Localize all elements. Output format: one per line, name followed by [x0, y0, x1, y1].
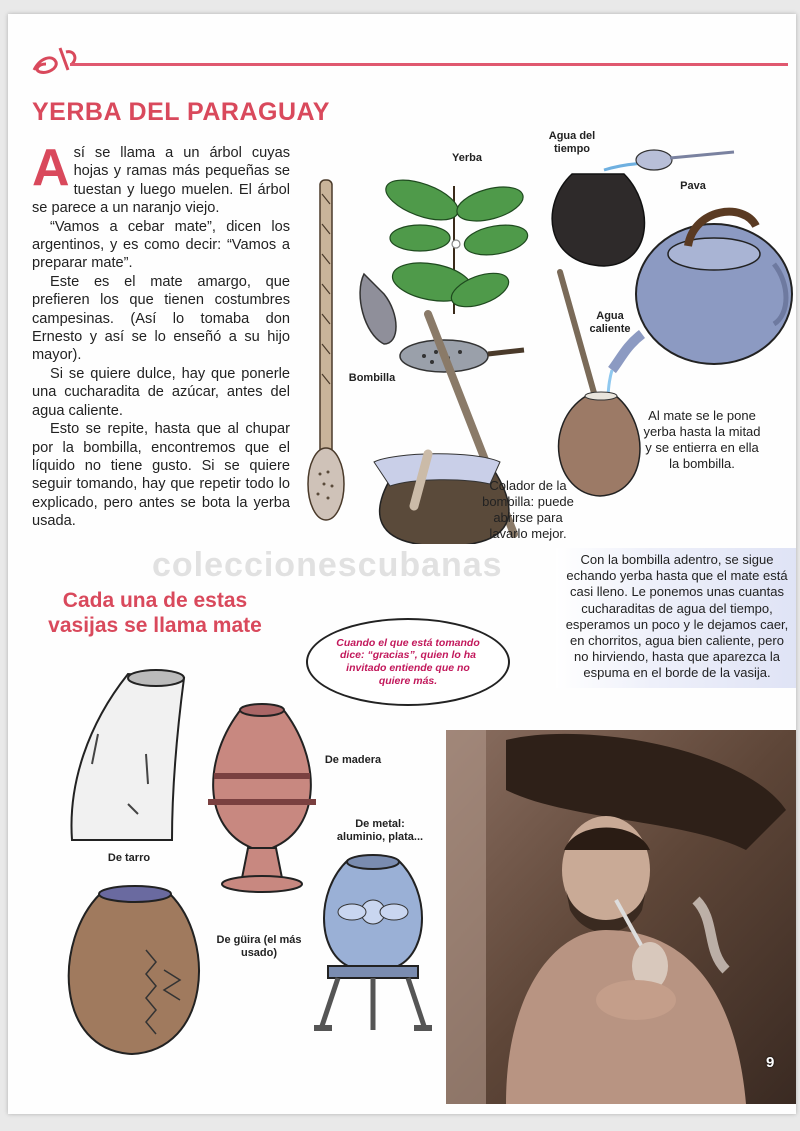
article-paragraph: Esto se repite, hasta que al chupar por la bombilla, encontremos que el líquido no tiene gusto. Si se quiere seguir tomando, hay que repetir todo lo explicado, pero antes se bota la yerba usada.	[32, 421, 290, 530]
label-de-metal: De metal: aluminio, plata...	[336, 818, 424, 843]
bombilla-icon	[308, 180, 344, 520]
page-title: YERBA DEL PARAGUAY	[32, 98, 330, 126]
article-body	[32, 139, 290, 531]
article-paragraph: “Vamos a cebar mate”, dicen los argentinos, y es como decir: “Vamos a preparar mate”.	[32, 218, 290, 272]
page-number: 9	[766, 1054, 775, 1071]
magazine-logo-icon	[30, 40, 82, 80]
label-pava: Pava	[680, 180, 706, 192]
metal-mate-icon	[308, 850, 438, 1040]
preparation-info-box: Con la bombilla adentro, se sigue echando yerba hasta que el mate está casi lleno. Le ponemos unas cuantas cucharaditas de agua del tiempo, esperamos un poco y le dejamos caer, en chorritos, agua bien caliente, pero no hirviendo, hasta que aparezca la espuma en el borde de la vasija.	[556, 548, 796, 688]
watermark: coleccionescubanas	[152, 546, 503, 584]
horn-mate-icon	[68, 664, 188, 844]
spoon-icon	[636, 150, 734, 170]
caption-al-mate: Al mate se le pone yerba hasta la mitad y se entierra en ella la bombilla.	[643, 408, 761, 471]
gourd-mate-icon	[60, 880, 210, 1060]
drop-cap: A	[32, 139, 70, 197]
article-paragraph: Este es el mate amargo, que prefieren los que tienen costumbres campesinas. (Así lo tomaba don Ernesto y así se lo enseñó a su hijo mayor).	[32, 273, 290, 364]
speech-bubble: Cuando el que está tomando dice: “gracias”, quien lo ha invitado entiende que no quiere más.	[306, 618, 510, 706]
label-de-madera: De madera	[324, 754, 382, 766]
vessels-heading: Cada una de estas vasijas se llama mate	[48, 589, 262, 637]
label-bombilla: Bombilla	[348, 372, 396, 384]
article-paragraph: Así se llama a un árbol cuyas hojas y ramas más pequeñas se tuestan y luego muelen. El árbol se parece a un naranjo viejo.	[32, 139, 290, 217]
label-yerba: Yerba	[452, 152, 482, 164]
article-paragraph: Si se quiere dulce, hay que ponerle una cucharadita de azúcar, antes del agua caliente.	[32, 365, 290, 419]
wooden-mate-icon	[202, 698, 322, 896]
label-agua-caliente: Agua caliente	[589, 310, 631, 335]
header-rule	[70, 63, 788, 66]
label-de-tarro: De tarro	[107, 852, 151, 864]
magazine-page	[8, 14, 796, 1114]
label-agua-del-tiempo: Agua del tiempo	[548, 130, 596, 155]
label-de-guira: De güira (el más usado)	[216, 934, 302, 959]
yerba-plant-icon	[381, 172, 530, 314]
mate-with-bombilla-icon	[559, 272, 640, 496]
caption-colador: Colador de la bombilla: puede abrirse para lavarlo mejor.	[482, 478, 574, 541]
che-drinking-mate-photo	[446, 730, 796, 1104]
gourd-with-yerba-icon	[552, 163, 664, 266]
